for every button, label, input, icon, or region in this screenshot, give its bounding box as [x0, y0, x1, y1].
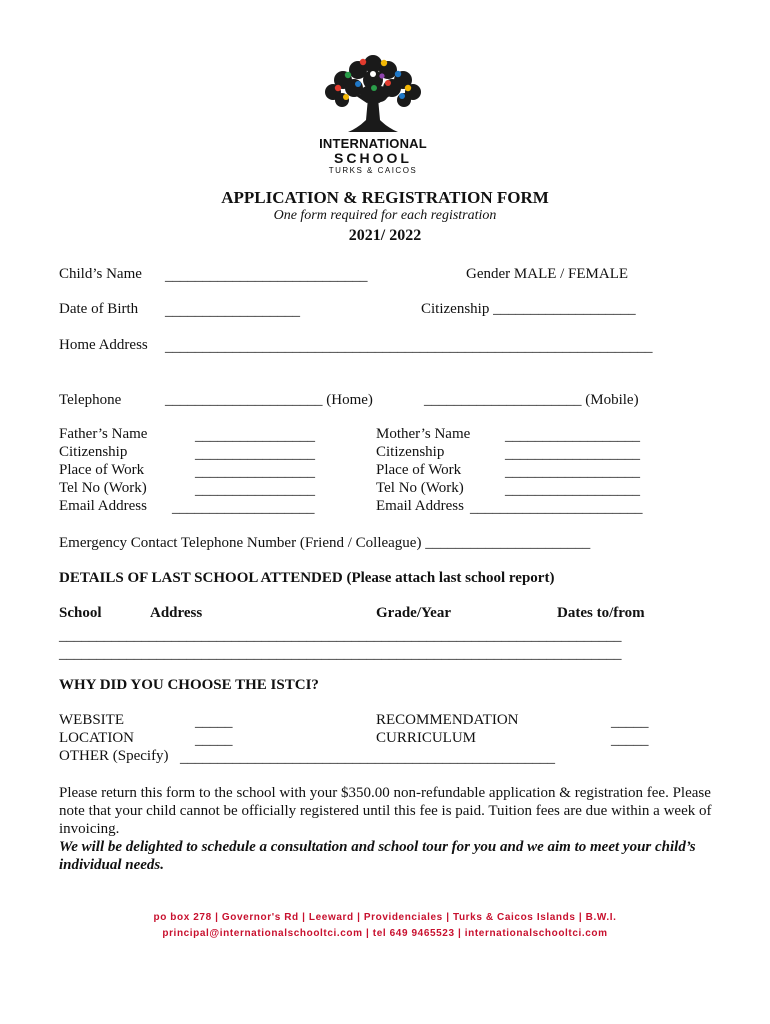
logo-line-international: INTERNATIONAL [319, 136, 427, 151]
option-curriculum-label: CURRICULUM [376, 730, 477, 746]
option-website-label: WEBSITE [59, 712, 124, 728]
option-location-field[interactable]: _____ [195, 732, 233, 748]
logo-line-turks-caicos: TURKS & CAICOS [328, 166, 418, 175]
father-citizenship-field[interactable]: ________________ [195, 446, 315, 462]
father-name-field[interactable]: ________________ [195, 428, 315, 444]
mother-name-label: Mother’s Name [376, 426, 471, 442]
telephone-label: Telephone [59, 392, 122, 408]
mother-tel-field[interactable]: __________________ [505, 482, 640, 498]
mother-work-field[interactable]: __________________ [505, 464, 640, 480]
father-work-label: Place of Work [59, 462, 145, 478]
option-location-label: LOCATION [59, 730, 134, 746]
option-curriculum-field[interactable]: _____ [611, 732, 649, 748]
footer-address: po box 278 | Governor's Rd | Leeward | Providenciales | Turks & Caicos Islands | B.W.I. [153, 912, 617, 923]
child-name-field[interactable]: ___________________________ [165, 268, 368, 284]
option-website-field[interactable]: _____ [195, 714, 233, 730]
closing-statement: We will be delighted to schedule a consultation and school tour for you and we aim to meet your child’s individual needs. [59, 839, 696, 873]
form-title: APPLICATION & REGISTRATION FORM [221, 188, 549, 207]
mother-tel-label: Tel No (Work) [376, 480, 464, 496]
option-recommendation-field[interactable]: _____ [611, 714, 649, 730]
fee-notice: Please return this form to the school with your $350.00 non-refundable application & registration fee. Please note that your child cannot be officially registered until this fee is paid. Tuition fees are due within a week of invoicing. [59, 785, 712, 837]
home-address-field[interactable]: _________________________________________________________________ [165, 339, 653, 355]
school-logo-tree [318, 50, 428, 138]
footer-contact: principal@internationalschooltci.com | tel 649 9465523 | internationalschooltci.com [162, 928, 608, 939]
option-recommendation-label: RECOMMENDATION [376, 712, 519, 728]
home-address-label: Home Address [59, 337, 148, 353]
option-other-label: OTHER (Specify) [59, 748, 169, 764]
mother-name-field[interactable]: __________________ [505, 428, 640, 444]
father-email-label: Email Address [59, 498, 147, 514]
telephone-mobile-field[interactable]: _____________________ (Mobile) [424, 392, 639, 408]
dob-label: Date of Birth [59, 301, 139, 317]
last-school-heading: DETAILS OF LAST SCHOOL ATTENDED (Please attach last school report) [59, 570, 555, 586]
father-work-field[interactable]: ________________ [195, 464, 315, 480]
gender-field[interactable]: Gender MALE / FEMALE [466, 266, 629, 282]
mother-email-field[interactable]: _______________________ [470, 500, 643, 516]
dob-field[interactable]: __________________ [165, 303, 300, 319]
father-citizenship-label: Citizenship [59, 444, 128, 460]
father-name-label: Father’s Name [59, 426, 148, 442]
mother-email-label: Email Address [376, 498, 464, 514]
father-email-field[interactable]: ___________________ [172, 500, 315, 516]
why-heading: WHY DID YOU CHOOSE THE ISTCI? [59, 677, 319, 693]
column-school: School [59, 605, 102, 621]
option-other-field[interactable]: __________________________________________________ [180, 750, 555, 766]
citizenship-field[interactable]: Citizenship ___________________ [421, 301, 636, 317]
form-subtitle: One form required for each registration [273, 208, 497, 223]
mother-work-label: Place of Work [376, 462, 462, 478]
column-dates: Dates to/from [557, 605, 645, 621]
column-grade-year: Grade/Year [376, 605, 451, 621]
telephone-home-field[interactable]: _____________________ (Home) [165, 392, 373, 408]
emergency-contact-field[interactable]: Emergency Contact Telephone Number (Friend / Colleague) ______________________ [59, 535, 591, 551]
school-year: 2021/ 2022 [348, 227, 422, 244]
last-school-line-1[interactable]: ___________________________________________________________________________ [59, 628, 622, 644]
logo-line-school: SCHOOL [334, 150, 412, 166]
column-address: Address [150, 605, 203, 621]
mother-citizenship-field[interactable]: __________________ [505, 446, 640, 462]
father-tel-label: Tel No (Work) [59, 480, 147, 496]
father-tel-field[interactable]: ________________ [195, 482, 315, 498]
mother-citizenship-label: Citizenship [376, 444, 445, 460]
child-name-label: Child’s Name [59, 266, 142, 282]
last-school-line-2[interactable]: ___________________________________________________________________________ [59, 646, 622, 662]
